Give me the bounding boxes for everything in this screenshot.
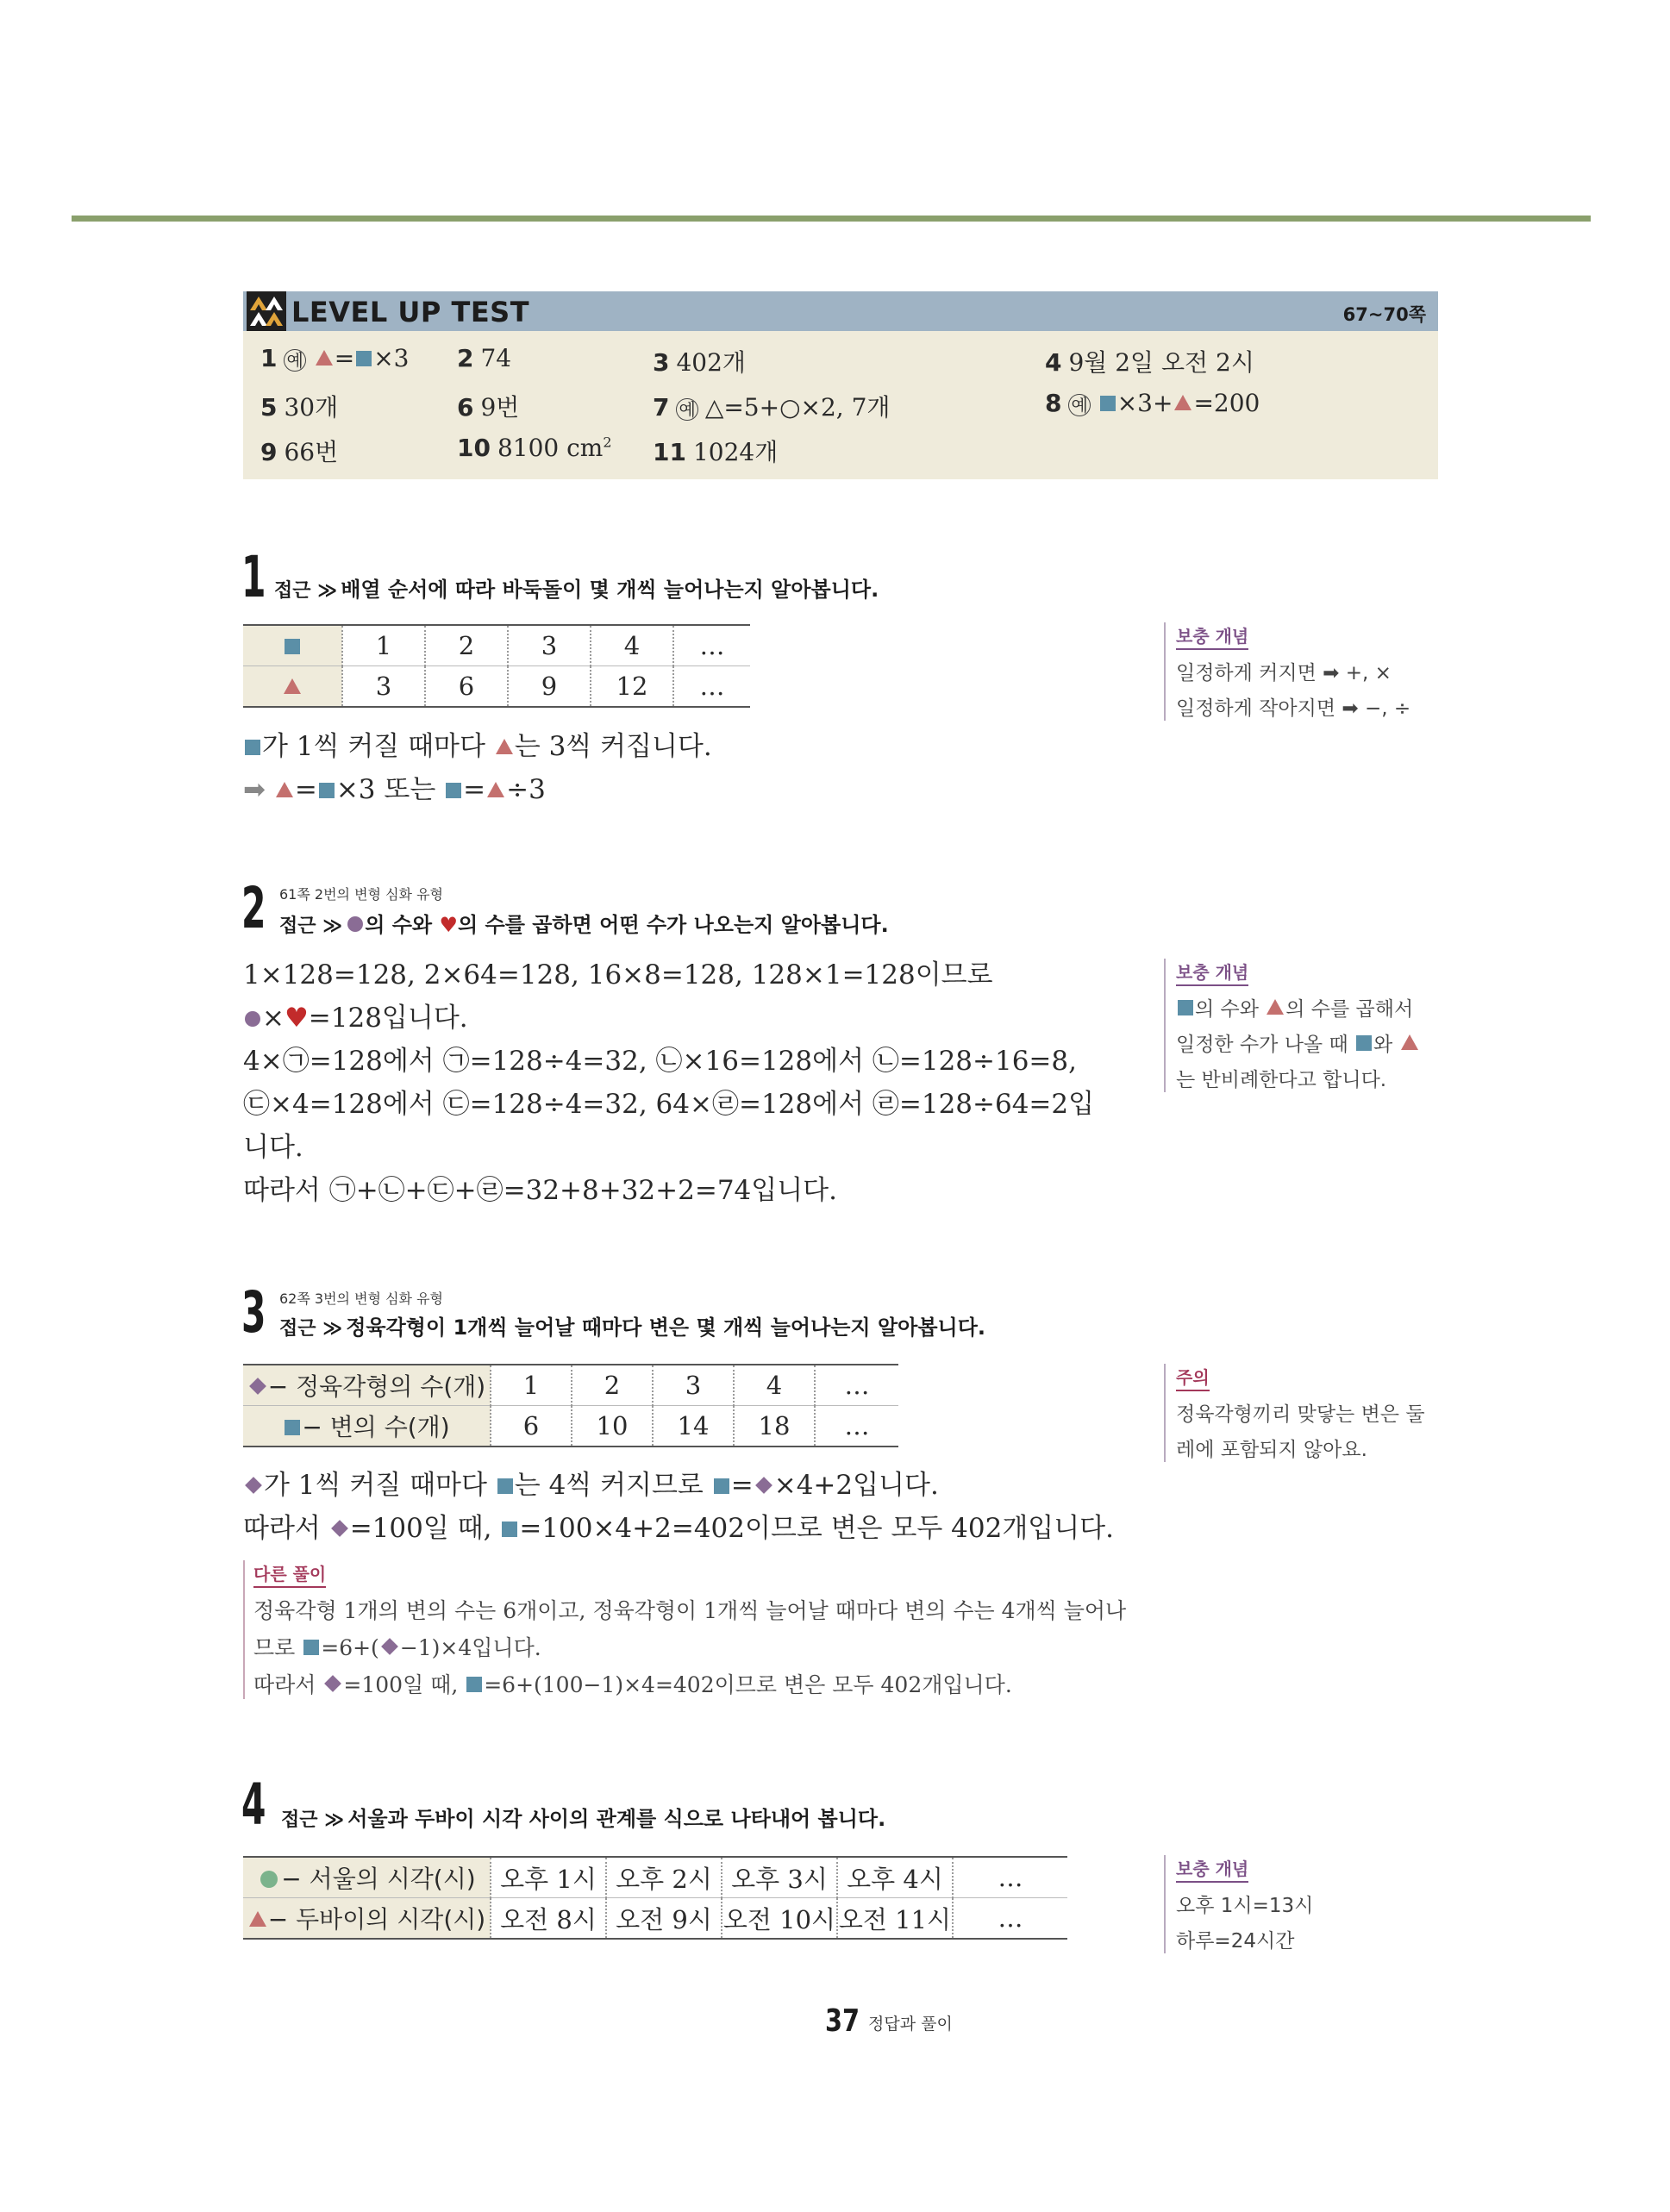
problem-2-line-6: 따라서 ㉠+㉡+㉢+㉣=32+8+32+2=74입니다. [243,1175,837,1206]
problem-2-side-note: 보충 개념 의 수와 의 수를 곱해서 일정한 수가 나올 때 와 는 반비례한다고 합니다. [1164,959,1420,1092]
level-up-test-title: LEVEL UP TEST [291,296,530,328]
table-row: − 정육각형의 수(개) 1 2 3 4 … [243,1365,898,1406]
table-row: − 변의 수(개) 6 10 14 18 … [243,1406,898,1447]
square-icon [245,740,260,755]
answer-1: 1 예 = ×3 [260,344,410,372]
problem-4-side-note: 보충 개념 오후 1시=13시 하루=24시간 [1164,1855,1313,1953]
triangle-icon [1401,1034,1418,1050]
square-icon [1356,1035,1372,1051]
answer-10: 10 8100 $cm^2$ [457,434,612,462]
circle-icon [245,1011,260,1027]
problem-1-line-1: 가 1씩 커질 때마다 는 3씩 커집니다. [243,724,712,763]
triangle-icon [284,678,301,694]
problem-2-line-1: 1×128=128, 2×64=128, 16×8=128, 128×1=128이므로 [243,959,993,990]
answer-8: 8 예 ×3+ =200 [1045,389,1260,417]
page-number: 37 [825,2003,860,2039]
problem-2-number: 2 [241,875,266,941]
triangle-icon [487,782,504,797]
answer-6: 6 9번 [457,393,520,422]
answer-4: 4 9월 2일 오전 2시 [1045,348,1254,377]
square-icon [446,783,461,798]
problem-1-number: 1 [241,544,266,610]
triangle-icon [1174,395,1192,410]
answer-9: 9 66번 [260,438,339,466]
problem-3-approach: 접근 ≫ 정육각형이 1개씩 늘어날 때마다 변은 몇 개씩 늘어나는지 알아봅니다. [279,1315,986,1340]
circle-icon [260,1871,278,1888]
problem-3-number: 3 [241,1279,266,1346]
square-icon [502,1522,517,1537]
diamond-icon [249,1378,266,1395]
level-up-test-header [243,291,1438,331]
square-icon [1178,1000,1193,1015]
other-solution-title: 다른 풀이 [253,1560,326,1588]
triangle-icon [316,350,333,366]
top-rule [72,216,1591,222]
problem-3-tag: 62쪽 3번의 변형 심화 유형 [279,1290,443,1307]
problem-4-approach: 접근 ≫ 서울과 두바이 시각 사이의 관계를 식으로 나타내어 봅니다. [281,1807,886,1831]
square-icon [285,1420,300,1435]
answer-3: 3 402개 [653,348,746,377]
problem-2-line-5: 니다. [243,1132,303,1163]
triangle-icon [496,739,513,754]
arrow-icon: ➡ [243,774,266,805]
problem-4-table [243,1856,1067,1940]
problem-1-side-note: 보충 개념 일정하게 커지면 ➡ +, × 일정하게 작아지면 ➡ −, ÷ [1164,622,1410,721]
problem-3-line-2: 따라서 =100일 때, =100×4+2=402이므로 변은 모두 402개입니다. [243,1513,1114,1544]
answer-5: 5 30개 [260,393,339,422]
problem-2-tag: 61쪽 2번의 변형 심화 유형 [279,886,443,903]
square-icon [356,351,372,366]
level-up-logo-icon [247,291,286,331]
square-icon [466,1677,482,1692]
note-title: 보충 개념 [1176,1855,1248,1883]
square-icon [497,1478,513,1494]
problem-1-approach: 접근 ≫ 배열 순서에 따라 바둑돌이 몇 개씩 늘어나는지 알아봅니다. [274,578,879,602]
problem-2-approach: 접근 ≫ 의 수와 ♥의 수를 곱하면 어떤 수가 나오는지 알아봅니다. [279,913,889,937]
problem-1-table [243,624,750,708]
heart-icon: ♥ [439,913,458,937]
example-mark: 예 [284,349,305,372]
problem-2-line-3: 4×㉠=128에서 ㉠=128÷4=32, ㉡×16=128에서 ㉡=128÷16=8, [243,1046,1077,1077]
square-icon [319,783,335,798]
problem-3-line-1: 가 1씩 커질 때마다 는 4씩 커지므로 = ×4+2입니다. [243,1463,939,1502]
note-title: 보충 개념 [1176,959,1248,986]
problem-4-number: 4 [241,1771,266,1838]
table-row: − 서울의 시각(시) 오후 1시 오후 2시 오후 3시 오후 4시 … [243,1857,1067,1898]
problem-2-line-4: ㉢×4=128에서 ㉢=128÷4=32, 64×㉣=128에서 ㉣=128÷64=2입 [243,1089,1095,1120]
answer-2: 2 74 [457,344,512,372]
answer-7: 7 예 △=5+○×2, 7개 [653,393,891,422]
diamond-icon [325,1675,342,1692]
diamond-icon [381,1638,398,1655]
table-row: 3 6 9 12 … [243,666,750,708]
problem-2-line-2: ×♥=128입니다. [243,996,468,1034]
square-icon [303,1640,319,1655]
answer-11: 11 1024개 [653,438,779,466]
triangle-icon [1267,999,1284,1015]
square-icon [1100,396,1116,411]
answer-summary [243,331,1438,479]
problem-3-table [243,1364,898,1447]
problem-3-side-note: 주의 정육각형끼리 맞닿는 변은 둘 레에 포함되지 않아요. [1164,1364,1425,1462]
triangle-icon [249,1911,266,1927]
alternative-solution: 다른 풀이 정육각형 1개의 변의 수는 6개이고, 정육각형이 1개씩 늘어날 때마다 변의 수는 4개씩 늘어나 므로 =6+( −1)×4입니다. 따라서 =100일 때, =6+(100−1)×4=402이므로 변은 모두 402개입니다. [243,1560,1126,1699]
triangle-icon [276,782,293,797]
circle-icon [347,916,363,932]
square-icon [285,639,300,654]
problem-1-line-2: ➡ = ×3 또는 = ÷3 [243,774,546,805]
footer-label: 정답과 풀이 [868,2015,953,2034]
note-title: 주의 [1176,1364,1210,1391]
heart-icon: ♥ [284,1003,309,1034]
diamond-icon [755,1477,772,1494]
diamond-icon [245,1477,262,1494]
square-icon [714,1478,729,1494]
table-row: 1 2 3 4 … [243,625,750,666]
page-range: 67~70쪽 [1342,304,1426,325]
diamond-icon [331,1520,348,1537]
table-row: − 두바이의 시각(시) 오전 8시 오전 9시 오전 10시 오전 11시 … [243,1898,1067,1940]
note-title: 보충 개념 [1176,622,1248,650]
